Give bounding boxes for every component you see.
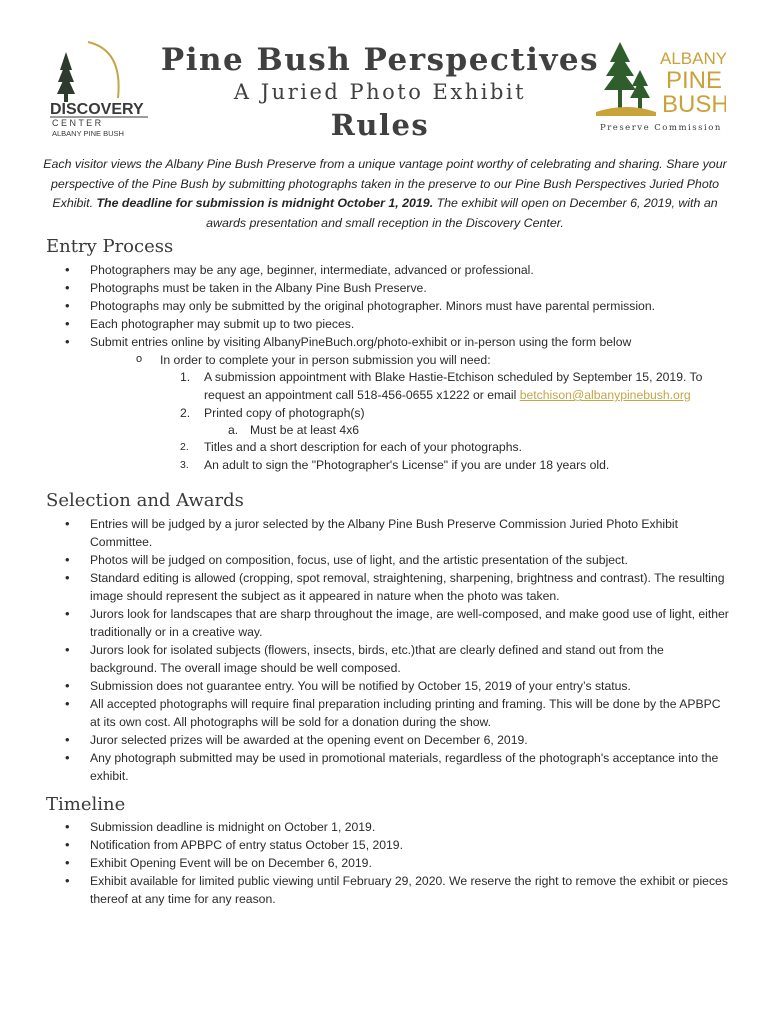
- albany-logo-text: ALBANY: [660, 49, 726, 68]
- selection-awards-heading: Selection and Awards: [46, 490, 244, 511]
- in-person-subitem: o In order to complete your in person submission you will need:: [0, 351, 730, 369]
- requirement-2-text: Printed copy of photograph(s): [204, 406, 365, 420]
- bush-logo-text: BUSH: [662, 91, 726, 118]
- email-link[interactable]: betchison@albanypinebush.org: [519, 388, 691, 402]
- entry-process-heading: Entry Process: [46, 236, 174, 257]
- intro-deadline: The deadline for submission is midnight October 1, 2019.: [96, 196, 434, 210]
- requirement-4-number: 3.: [180, 459, 189, 471]
- requirement-3-number: 2.: [180, 441, 189, 453]
- list-item: • Submission deadline is midnight on October 1, 2019.: [0, 818, 730, 836]
- page-title: Pine Bush Perspectives: [160, 42, 600, 78]
- requirement-3: [0, 438, 730, 456]
- requirement-2-number: 2.: [180, 406, 191, 420]
- intro-text-1: Each visitor views the Albany Pine Bush Preserve from a unique vantage point worthy of celebrating and sharing. Share your perspective of the Pine Bush by submitting photographs taken in the preserve to our Pine Bush Perspectives Juried Photo Exhibit.: [43, 157, 727, 210]
- list-item: • Any photograph submitted may be used in promotional materials, regardless of the photograph's acceptance into the exhibit.: [0, 749, 730, 785]
- list-item: • Jurors look for isolated subjects (flowers, insects, birds, etc.)that are clearly defined and stand out from the background. The overall image should be well composed.: [0, 641, 730, 677]
- list-item-text: • Submit entries online by visiting AlbanyPineBuch.org/photo-exhibit or in-person using the form below: [90, 335, 632, 349]
- albany-pine-bush-logo: [596, 40, 726, 136]
- requirement-3-text: Titles and a short description for each of your photographs.: [204, 440, 522, 454]
- list-item: • Standard editing is allowed (cropping, spot removal, straightening, sharpening, brightness and contrast). The resulting image should represent the subject as it appeared in nature when the photo was taken.: [0, 569, 730, 605]
- intro-paragraph: [40, 155, 730, 233]
- list-item: • Juror selected prizes will be awarded at the opening event on December 6, 2019.: [0, 731, 730, 749]
- requirement-2a: [0, 421, 359, 439]
- entry-process-list: [0, 261, 730, 369]
- requirement-1-number: 1.: [180, 370, 191, 384]
- timeline-heading: Timeline: [46, 794, 126, 815]
- document-header: [0, 0, 770, 150]
- list-item: • Photographers may be any age, beginner, intermediate, advanced or professional.: [0, 261, 730, 279]
- list-item: • Photos will be judged on composition, focus, use of light, and the artistic presentation of the subject.: [0, 551, 730, 569]
- timeline-list: [0, 818, 730, 908]
- list-item: • Notification from APBPC of entry status October 15, 2019.: [0, 836, 730, 854]
- pine-logo-text: PINE: [666, 67, 723, 94]
- discovery-logo-text: DISCOVERY: [50, 101, 144, 118]
- intro-text-2: The exhibit will open on December 6, 2019, with an awards presentation and small reception in the Discovery Center.: [206, 196, 718, 230]
- requirement-2: [0, 404, 730, 422]
- list-item: • Exhibit Opening Event will be on December 6, 2019.: [0, 854, 730, 872]
- list-item: • Exhibit available for limited public viewing until February 29, 2020. We reserve the right to remove the exhibit or pieces thereof at any time for any reason.: [0, 872, 730, 908]
- requirement-1: [0, 368, 730, 404]
- albany-pine-bush-logo-text: ALBANY PINE BUSH: [52, 129, 124, 138]
- list-item: • Entries will be judged by a juror selected by the Albany Pine Bush Preserve Commission Juried Photo Exhibit Committee.: [0, 515, 730, 551]
- list-item: [0, 333, 730, 369]
- preserve-commission-logo-text: Preserve Commission: [600, 123, 722, 133]
- list-item: • Photographs may only be submitted by the original photographer. Minors must have parental permission.: [0, 297, 730, 315]
- list-item: • Each photographer may submit up to two pieces.: [0, 315, 730, 333]
- list-item: • Submission does not guarantee entry. You will be notified by October 15, 2019 of your entry’s status.: [0, 677, 730, 695]
- requirement-2a-letter: a.: [228, 423, 239, 437]
- center-logo-text: C E N T E R: [52, 118, 102, 128]
- requirement-4-text: An adult to sign the "Photographer's License" if you are under 18 years old.: [204, 458, 610, 472]
- discovery-center-logo: [48, 40, 160, 140]
- requirement-4: [0, 456, 730, 474]
- page-subtitle: A Juried Photo Exhibit: [233, 80, 527, 104]
- list-item: • All accepted photographs will require final preparation including printing and framing. This will be done by the APBPC at its own cost. All photographs will be sold for a donation during the show.: [0, 695, 730, 731]
- list-item: • Photographs must be taken in the Albany Pine Bush Preserve.: [0, 279, 730, 297]
- requirement-2a-text: Must be at least 4x6: [250, 423, 360, 437]
- selection-awards-list: [0, 515, 730, 785]
- rules-heading: Rules: [330, 108, 430, 142]
- list-item: • Jurors look for landscapes that are sharp throughout the image, are well-composed, and make good use of light, either traditionally or in a creative way.: [0, 605, 730, 641]
- requirement-1-text: A submission appointment with Blake Hastie-Etchison scheduled by September 15, 2019. To request an appointment call 518-456-0655 x1222 or email: [204, 370, 703, 402]
- title-block: [160, 40, 600, 142]
